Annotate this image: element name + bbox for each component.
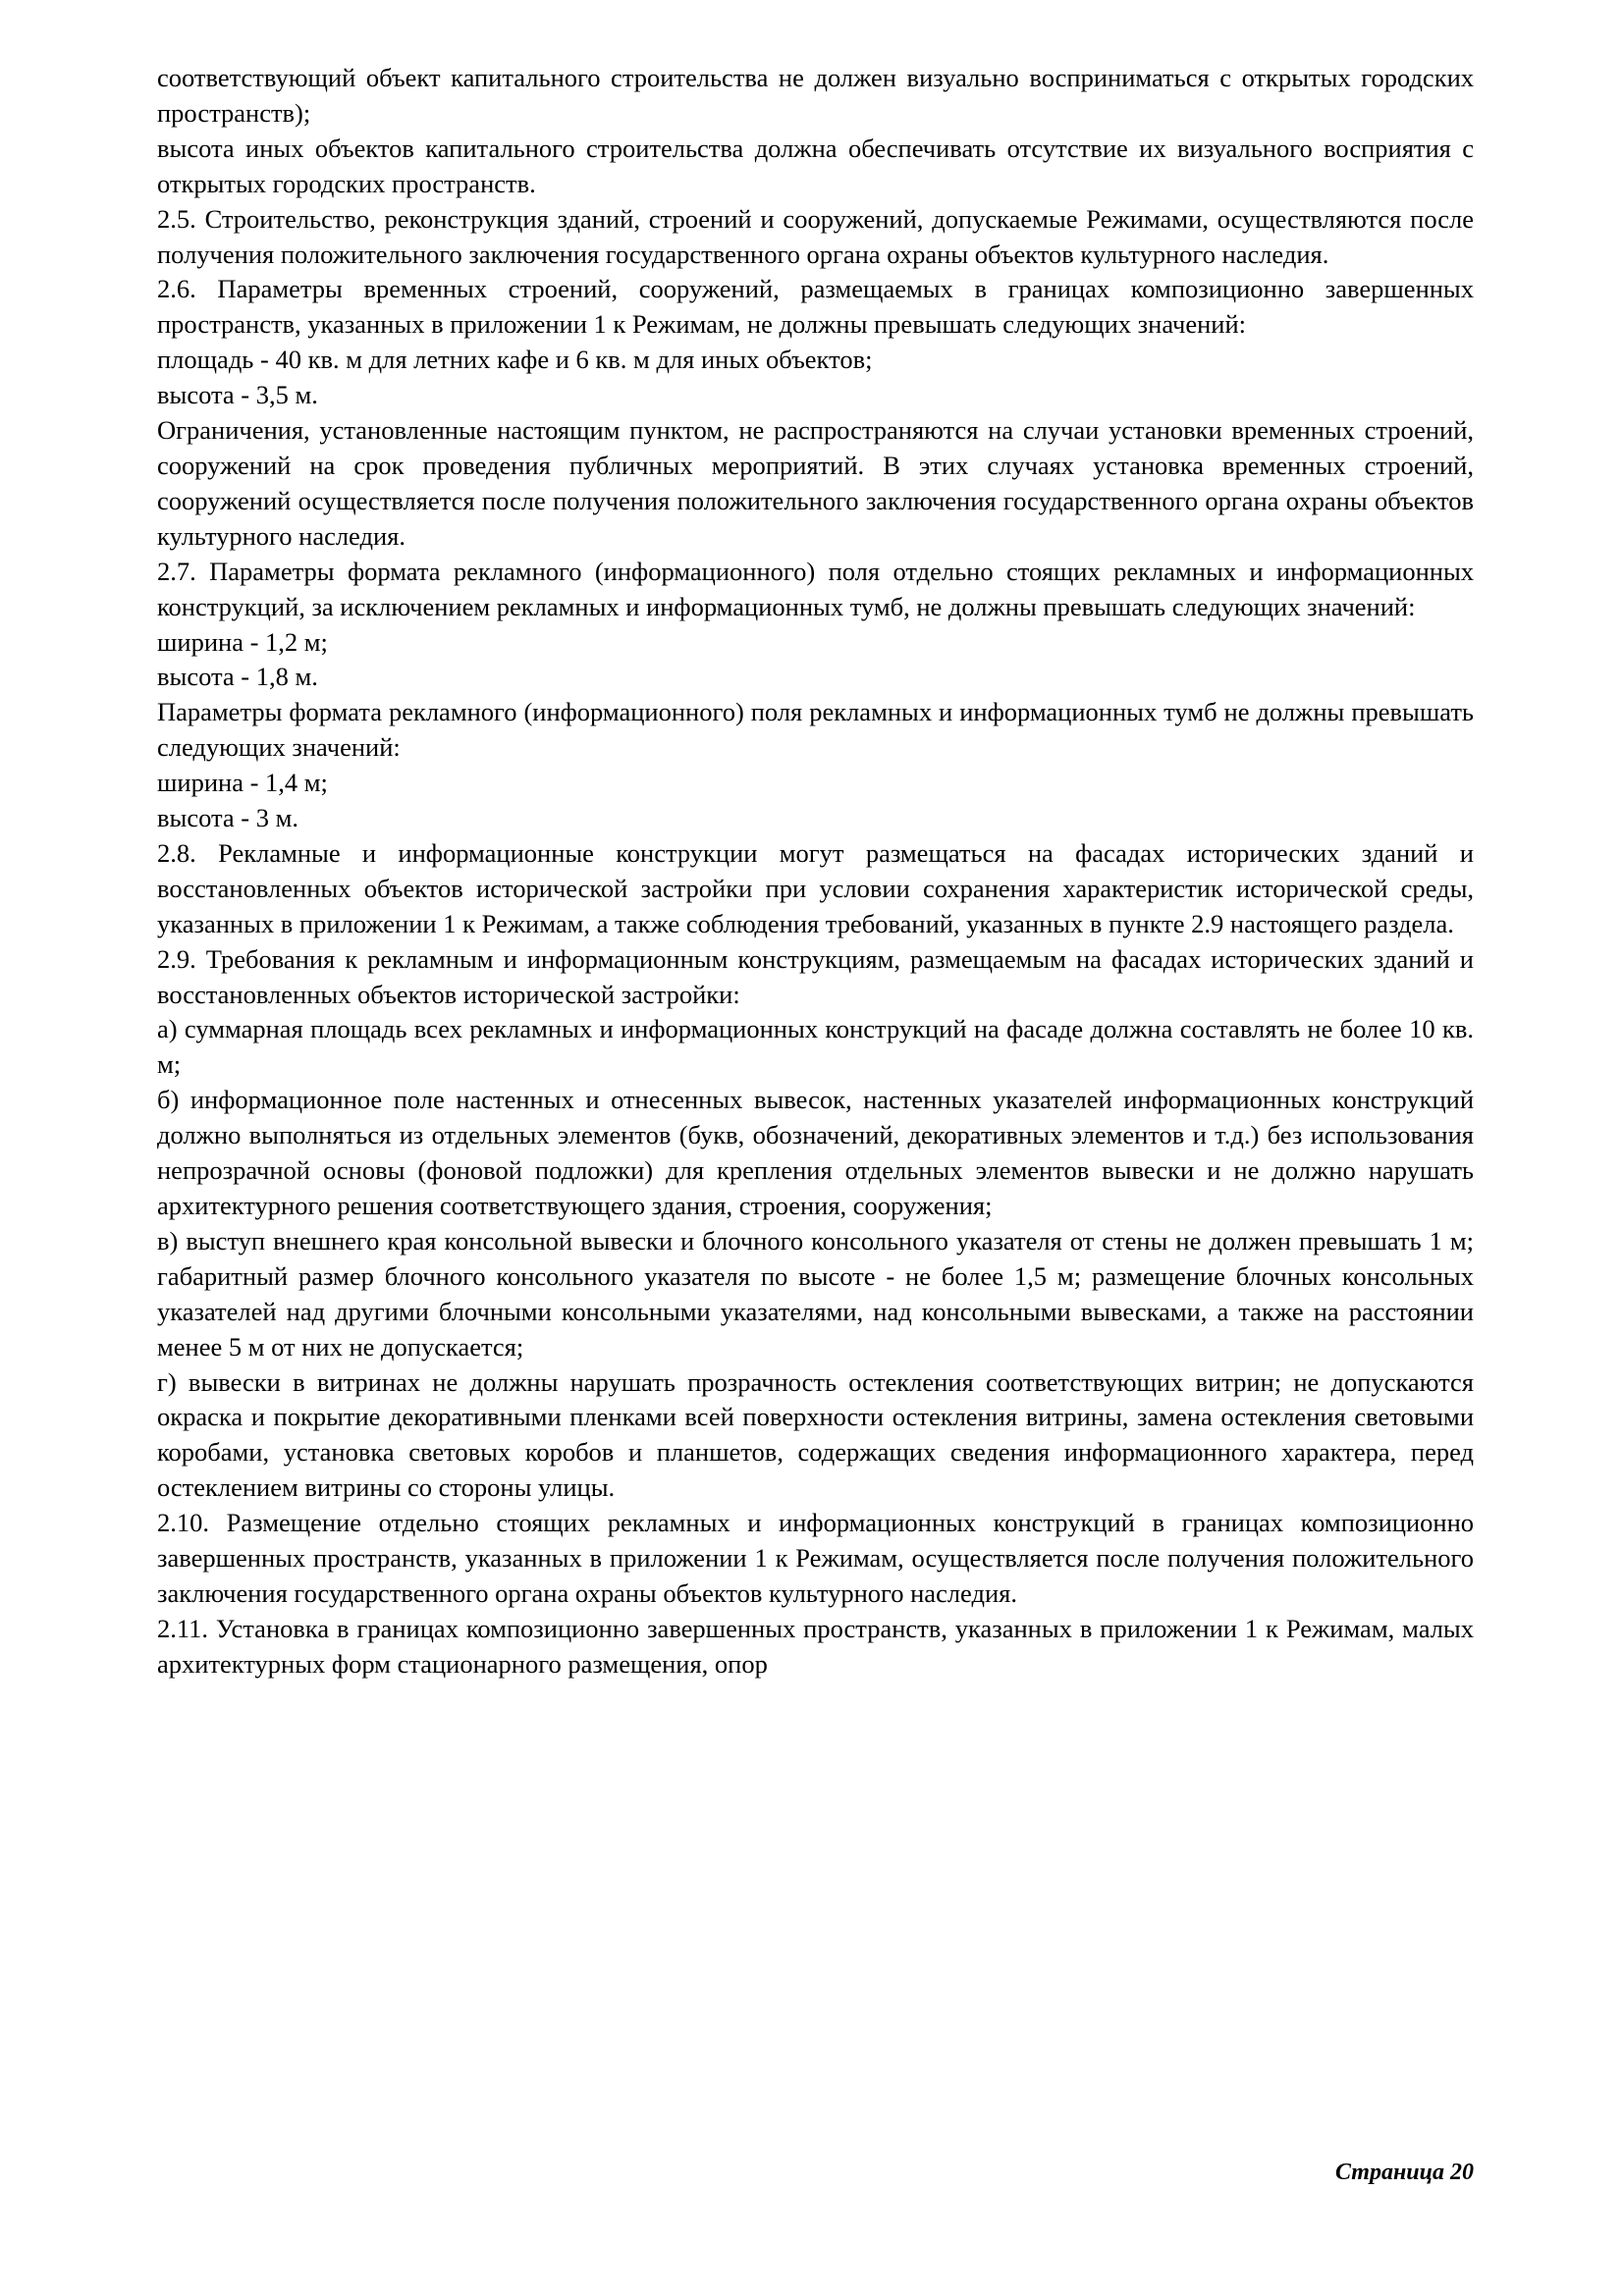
paragraph: соответствующий объект капитального строительства не должен визуально восприниматься с открытых городских пространств); — [157, 63, 1474, 128]
paragraph: 2.11. Установка в границах композиционно завершенных пространств, указанных в приложении 1 к Режимам, малых архитектурных форм стационарного размещения, опор — [157, 1613, 1474, 1679]
paragraph: в) выступ внешнего края консольной вывески и блочного консольного указателя от стены не должен превышать 1 м; габаритный размер блочного консольного указателя по высоте - не более 1,5 м; размещение блочных консольных указателей над другими блочными консольными указателями, над консольными вывесками, а также на расстоянии менее 5 м от них не допускается; — [157, 1225, 1474, 1362]
page-footer: Страница 20 — [1334, 2160, 1474, 2185]
paragraph: площадь - 40 кв. м для летних кафе и 6 кв. м для иных объектов; — [157, 345, 873, 375]
paragraph: 2.10. Размещение отдельно стоящих рекламных и информационных конструкций в границах композиционно завершенных пространств, указанных в приложении 1 к Режимам, осуществляется после получения положительного заключения государственного органа охраны объектов культурного наследия. — [157, 1508, 1474, 1608]
paragraph: Ограничения, установленные настоящим пунктом, не распространяются на случаи установки временных строений, сооружений на срок проведения публичных мероприятий. В этих случаях установка временных строений, сооружений осуществляется после получения положительного заключения государственного органа охраны объектов культурного наследия. — [157, 415, 1474, 551]
paragraph: Параметры формата рекламного (информационного) поля рекламных и информационных тумб не должны превышать следующих значений: — [157, 697, 1474, 763]
paragraph: г) вывески в витринах не должны нарушать прозрачность остекления соответствующих витрин; не допускаются окраска и покрытие декоративными пленками всей поверхности остекления витрины, замена остекления световыми коробами, установка световых коробов и планшетов, содержащих сведения информационного характера, перед остеклением витрины со стороны улицы. — [157, 1366, 1474, 1503]
paragraph: высота - 3,5 м. — [157, 380, 318, 410]
document-body — [157, 61, 1474, 1682]
paragraph: 2.9. Требования к рекламным и информационным конструкциям, размещаемым на фасадах исторических зданий и восстановленных объектов исторической застройки: — [157, 943, 1474, 1009]
paragraph: 2.8. Рекламные и информационные конструкции могут размещаться на фасадах исторических зданий и восстановленных объектов исторической застройки при условии сохранения характеристик исторической среды, указанных в приложении 1 к Режимам, а также соблюдения требований, указанных в пункте 2.9 настоящего раздела. — [157, 837, 1474, 938]
paragraph: ширина - 1,4 м; — [157, 768, 328, 798]
paragraph: высота - 3 м. — [157, 803, 298, 833]
paragraph: б) информационное поле настенных и отнесенных вывесок, настенных указателей информационных конструкций должно выполняться из отдельных элементов (букв, обозначений, декоративных элементов и т.д.) без использования непрозрачной основы (фоновой подложки) для крепления отдельных элементов вывески и не должно нарушать архитектурного решения соответствующего здания, строения, сооружения; — [157, 1085, 1474, 1220]
paragraph: ширина - 1,2 м; — [157, 626, 328, 657]
paragraph: 2.5. Строительство, реконструкция зданий, строений и сооружений, допускаемые Режимами, осуществляются после получения положительного заключения государственного органа охраны объектов культурного наследия. — [157, 203, 1474, 269]
paragraph: высота - 1,8 м. — [157, 662, 318, 692]
paragraph: 2.6. Параметры временных строений, сооружений, размещаемых в границах композиционно завершенных пространств, указанных в приложении 1 к Режимам, не должны превышать следующих значений: — [157, 274, 1474, 340]
paragraph: а) суммарная площадь всех рекламных и информационных конструкций на фасаде должна составлять не более 10 кв. м; — [157, 1014, 1474, 1080]
paragraph: высота иных объектов капитального строительства должна обеспечивать отсутствие их визуального восприятия с открытых городских пространств. — [157, 133, 1474, 198]
paragraph: 2.7. Параметры формата рекламного (информационного) поля отдельно стоящих рекламных и информационных конструкций, за исключением рекламных и информационных тумб, не должны превышать следующих значений: — [157, 556, 1474, 621]
